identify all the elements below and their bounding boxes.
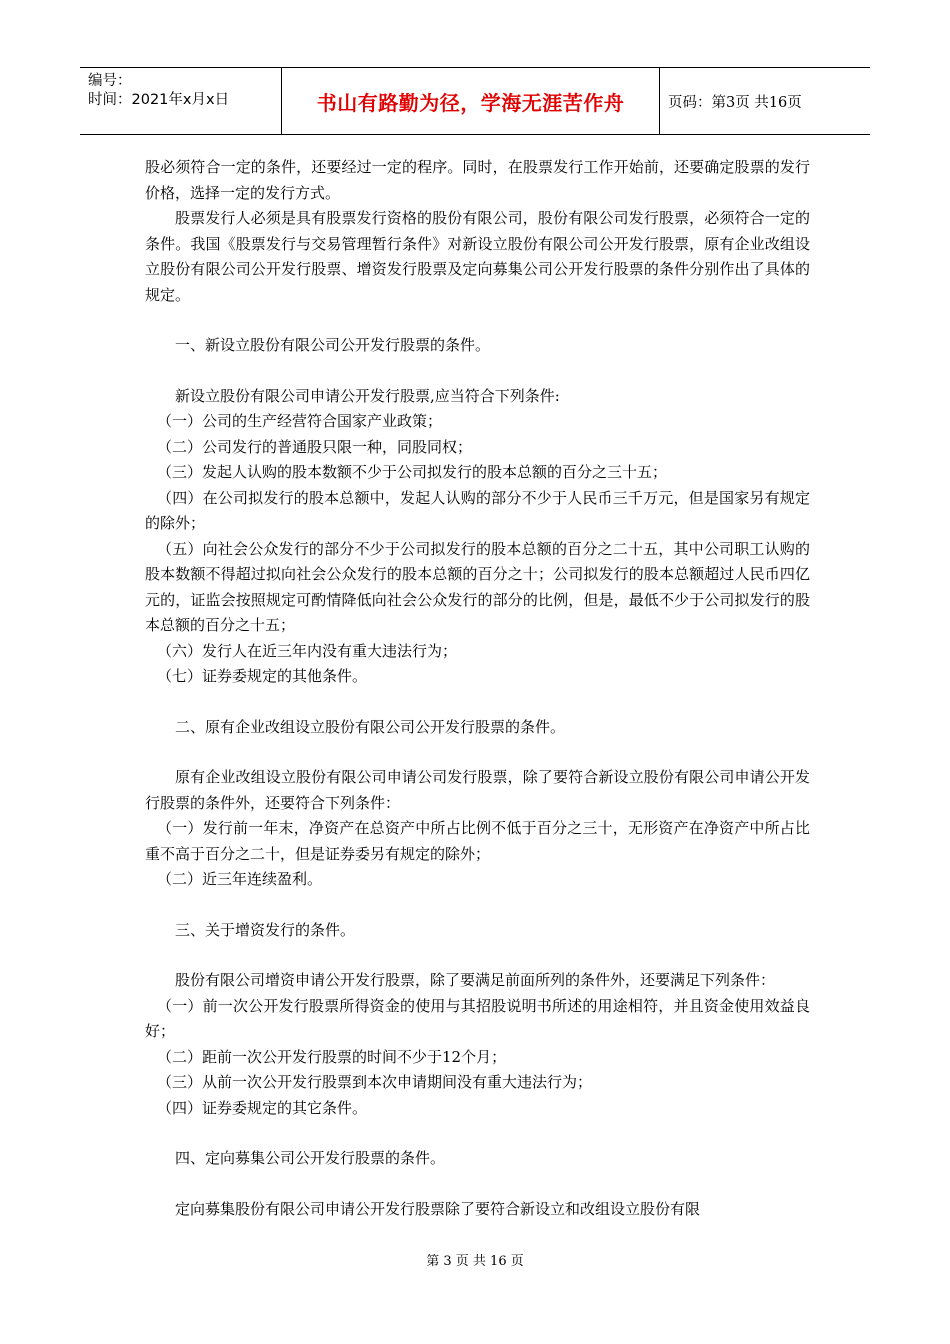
header-motto-cell (282, 68, 660, 134)
page-footer (0, 1250, 950, 1269)
body-paragraph: （二）公司发行的普通股只限一种，同股同权； (157, 437, 473, 456)
paragraph-spacer (145, 893, 810, 918)
body-paragraph: （六）发行人在近三年内没有重大违法行为； (157, 641, 458, 660)
body-paragraph: 二、原有企业改组设立股份有限公司公开发行股票的条件。 (175, 717, 566, 736)
body-paragraph: （一）公司的生产经营符合国家产业政策； (157, 412, 443, 430)
body-paragraph: （七）证券委规定的其他条件。 (157, 667, 368, 685)
paragraph-spacer (145, 359, 810, 384)
body-paragraph: 股票发行人必须是具有股票发行资格的股份有限公司，股份有限公司发行股票，必须符合一定的条件。我国《股票发行与交易管理暂行条件》对新设立股份有限公司公开发行股票，原有企业改组设立股份有限公司公开发行股票、增资发行股票及定向募集公司公开发行股票的条件分别作出了具体的规定。 (145, 209, 810, 304)
body-paragraph: 股份有限公司增资申请公开发行股票，除了要满足前面所列的条件外，还要满足下列条件： (175, 971, 776, 989)
body-paragraph: （五）向社会公众发行的部分不少于公司拟发行的股本总额的百分之二十五，其中公司职工认购的股本数额不得超过拟向社会公众发行的股本总额的百分之十；公司拟发行的股本总额超过人民币四亿元的，证监会按照规定可酌情降低向社会公众发行的部分的比例，但是，最低不少于公司拟发行的股本总额的百分之十五； (145, 539, 810, 634)
body-paragraph: （一）前一次公开发行股票所得资金的使用与其招股说明书所述的用途相符，并且资金使用效益良好； (145, 996, 810, 1040)
paragraph-spacer (145, 1121, 810, 1146)
body-paragraph: （三）从前一次公开发行股票到本次申请期间没有重大违法行为； (157, 1073, 593, 1091)
body-paragraph: 定向募集股份有限公司申请公开发行股票除了要符合新设立和改组设立股份有限 (175, 1199, 701, 1218)
body-paragraph: 股必须符合一定的条件，还要经过一定的程序。同时，在股票发行工作开始前，还要确定股票的发行价格，选择一定的发行方式。 (145, 158, 810, 202)
body-paragraph: 新设立股份有限公司申请公开发行股票,应当符合下列条件: (175, 386, 560, 405)
header-page-cell (660, 68, 870, 134)
paragraph-spacer (145, 1172, 810, 1197)
paragraph-spacer (145, 943, 810, 968)
document-body (145, 155, 810, 1222)
footer-page-number: 第 3 页 共 16 页 (426, 1254, 524, 1269)
page-header (80, 67, 870, 135)
body-paragraph: 三、关于增资发行的条件。 (175, 920, 356, 939)
body-paragraph: 一、新设立股份有限公司公开发行股票的条件。 (175, 336, 491, 354)
body-paragraph: （二）近三年连续盈利。 (157, 870, 323, 888)
body-paragraph: 原有企业改组设立股份有限公司申请公司发行股票，除了要符合新设立股份有限公司申请公开发行股票的条件外，还要符合下列条件： (145, 768, 810, 812)
document-date-label: 时间：2021年x月x日 (88, 92, 230, 108)
paragraph-spacer (145, 690, 810, 715)
header-meta (80, 68, 282, 134)
body-paragraph: （二）距前一次公开发行股票的时间不少于12个月； (157, 1047, 507, 1066)
body-paragraph: （四）在公司拟发行的股本总额中，发起人认购的部分不少于人民币三千万元，但是国家另有规定的除外； (145, 488, 810, 532)
body-paragraph: （四）证券委规定的其它条件。 (157, 1098, 368, 1117)
body-paragraph: （一）发行前一年末，净资产在总资产中所占比例不低于百分之三十，无形资产在净资产中所占比重不高于百分之二十，但是证券委另有规定的除外； (145, 819, 810, 863)
body-paragraph: （三）发起人认购的股本数额不少于公司拟发行的股本总额的百分之三十五； (157, 463, 668, 481)
document-number-label: 编号： (88, 73, 132, 89)
paragraph-spacer (145, 308, 810, 333)
paragraph-spacer (145, 740, 810, 765)
body-paragraph: 四、定向募集公司公开发行股票的条件。 (175, 1149, 446, 1167)
header-page-info: 页码：第3页 共16页 (668, 94, 802, 111)
header-motto: 书山有路勤为径，学海无涯苦作舟 (316, 90, 625, 115)
